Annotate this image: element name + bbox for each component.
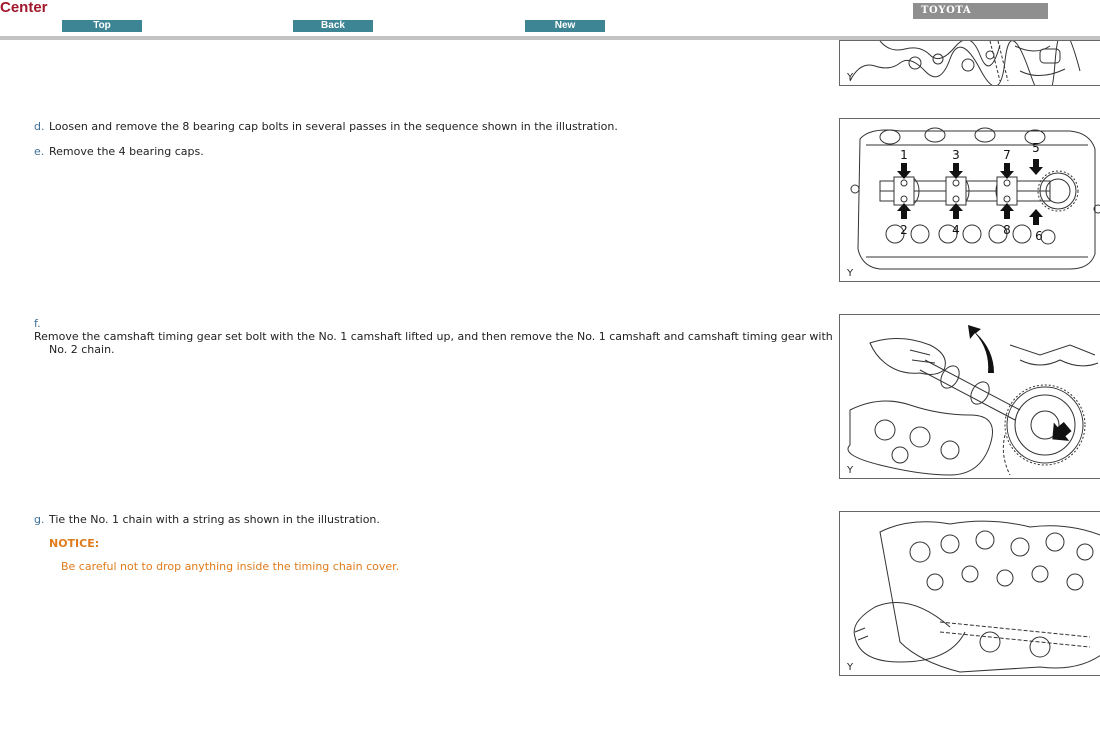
bolt-number: 4	[952, 223, 960, 237]
step-g	[34, 513, 380, 526]
engine-partial-illustration	[840, 41, 1100, 86]
figure-label: Y	[847, 72, 854, 83]
page-header	[0, 0, 1100, 40]
header-title: Center	[0, 0, 48, 16]
step-text: Tie the No. 1 chain with a string as shown in the illustration.	[49, 513, 380, 526]
new-button[interactable]: New	[525, 20, 605, 32]
step-text: Remove the 4 bearing caps.	[49, 145, 204, 158]
back-button[interactable]: Back	[293, 20, 373, 32]
figure-chain-string	[839, 511, 1100, 676]
bolt-number: 8	[1003, 223, 1011, 237]
step-text: Loosen and remove the 8 bearing cap bolts in several passes in the sequence shown in the illustration.	[49, 120, 618, 133]
step-d	[34, 120, 618, 133]
step-letter: f.	[34, 317, 41, 330]
figure-camshaft-removal	[839, 314, 1100, 479]
figure-bearing-cap-sequence	[839, 118, 1100, 282]
bolt-number: 1	[900, 148, 908, 162]
notice-label: NOTICE:	[49, 537, 100, 550]
camshaft-removal-illustration	[840, 315, 1100, 479]
top-button[interactable]: Top	[62, 20, 142, 32]
figure-engine-partial	[839, 40, 1100, 86]
notice-text: Be careful not to drop anything inside the timing chain cover.	[61, 560, 400, 573]
bolt-number: 3	[952, 148, 960, 162]
figure-label: Y	[847, 662, 854, 673]
bolt-number: 5	[1032, 141, 1040, 155]
step-f	[34, 317, 834, 356]
step-e	[34, 145, 204, 158]
bolt-number: 6	[1035, 229, 1043, 243]
bearing-cap-illustration	[840, 119, 1100, 282]
step-text: Remove the camshaft timing gear set bolt with the No. 1 camshaft lifted up, and then remove the No. 1 camshaft and camshaft timing gear with	[34, 330, 833, 343]
step-letter: e.	[34, 145, 45, 158]
chain-string-illustration	[840, 512, 1100, 676]
bolt-number: 2	[900, 223, 908, 237]
step-letter: d.	[34, 120, 45, 133]
step-letter: g.	[34, 513, 45, 526]
step-text-continued: No. 2 chain.	[49, 343, 115, 356]
bolt-number: 7	[1003, 148, 1011, 162]
figure-label: Y	[847, 465, 854, 476]
toyota-logo: TOYOTA	[913, 3, 1048, 19]
figure-label: Y	[847, 268, 854, 279]
